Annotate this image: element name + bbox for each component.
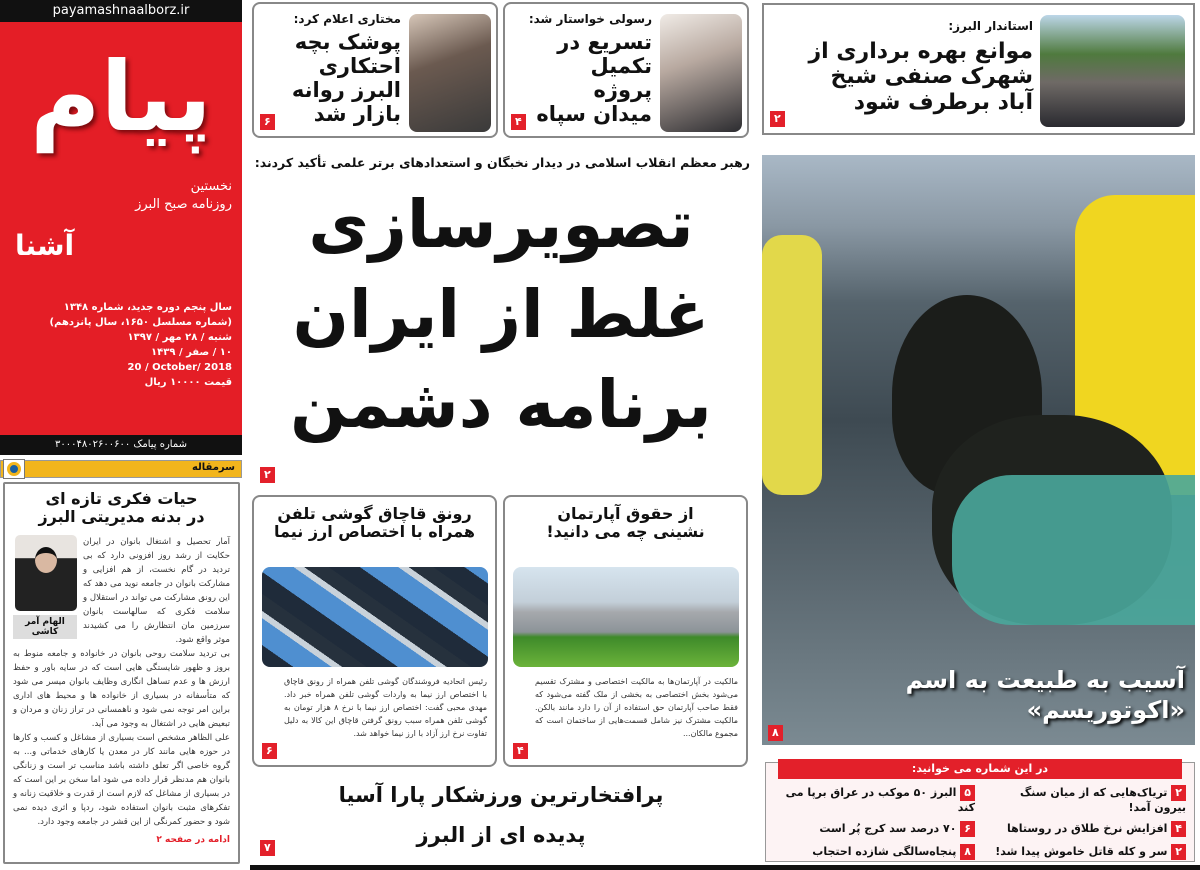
- mid-story-box[interactable]: [503, 495, 748, 767]
- page-badge: ۲: [260, 467, 275, 483]
- logo-sub: آشنا: [15, 229, 75, 262]
- lead-kicker: رهبر معظم انقلاب اسلامی در دیدار نخبگان و استعدادهای برتر علمی تأکید کردند:: [254, 155, 750, 170]
- tagline-line: روزنامه صبح البرز: [135, 197, 232, 212]
- editorial-title: [13, 490, 230, 527]
- editorial-box: [3, 482, 240, 864]
- continued-link[interactable]: ادامه در صفحه ۲: [156, 834, 230, 845]
- page-badge: ۷: [260, 840, 275, 856]
- issue-meta: [50, 300, 232, 390]
- issue-item[interactable]: [774, 785, 975, 814]
- photo-story[interactable]: [762, 155, 1195, 745]
- apartments-photo: [513, 567, 739, 667]
- headline-line: برنامه دشمن: [290, 366, 712, 443]
- headline-line: پرافتخارترین ورزشکار پارا آسیا: [338, 783, 664, 807]
- tagline: [135, 178, 232, 214]
- newspaper-logo: پیام: [30, 41, 212, 153]
- oiled-bird-photo: [762, 155, 1195, 745]
- person-photo: [660, 14, 742, 132]
- meta-line: 20 / October/ 2018: [127, 362, 232, 373]
- section-label: سرمقاله: [191, 462, 235, 473]
- issue-item-text: تریاک‌هایی که از میان سنگ بیرون آمد!: [1020, 786, 1186, 814]
- sms-number: شماره پیامک ۳۰۰۰۴۸۰۲۶۰۰۶۰۰: [0, 435, 242, 455]
- page-badge: ۶: [960, 821, 975, 837]
- page-badge: ۵: [960, 785, 975, 801]
- story-headline: رونق قاچاق گوشی تلفن همراه با اختصاص ارز نیما: [273, 504, 476, 542]
- lead-headline: [252, 180, 750, 450]
- title-line: در بدنه مدیریتی البرز: [38, 507, 205, 527]
- group-photo: [1040, 15, 1185, 127]
- issue-item-text: افزایش نرخ طلاق در روستاها: [1007, 822, 1168, 835]
- issue-item[interactable]: [774, 844, 975, 860]
- issue-item-text: البرز ۵۰ موکب در عراق برپا می کند: [785, 786, 975, 814]
- story-body: مالکیت در آپارتمان‌ها به مالکیت اختصاصی و مشترک تقسیم می‌شود بخش اختصاصی به بخشی از ملک گفته می‌شود که فقط صاحب آپارتمان حق استفاده از آن را دارد مانند بالکن. مالکیت مشترک نیز شامل قسمت‌هایی از ساختمان است که مجموع مالکان...: [535, 677, 738, 738]
- top-story-box[interactable]: [252, 2, 498, 138]
- top-story-box[interactable]: [762, 3, 1195, 135]
- story-headline: [252, 775, 750, 855]
- page-badge: ۶: [260, 114, 275, 130]
- masthead: [0, 0, 242, 455]
- story-headline: تسریع در تکمیل پروژه میدان سپاه: [536, 30, 652, 127]
- story-headline: موانع بهره برداری از شهرک صنفی شیخ آباد برطرف شود: [808, 39, 1033, 115]
- issue-item-text: پنجاه‌سالگی شازده احتجاب: [812, 845, 957, 858]
- editorial-paragraph: آمار تحصیل و اشتغال بانوان در ایران حکایت از رشد روز افزونی دارد که بی تردید در گام نخست، از هم افزایی و مشارکت بانوان در جامعه نوید می دهد که این رونق مشارکت می تواند در استقلال و سلامت فکری که سالهاست بانوان سرزمین مان انتظارش را می کشیدند موثر واقع شود.: [83, 536, 230, 645]
- issue-item[interactable]: [985, 844, 1186, 860]
- page-badge: ۴: [1171, 821, 1186, 837]
- author-block: [13, 535, 77, 639]
- bottom-story[interactable]: [252, 775, 750, 860]
- photo-caption: آسیب به طبیعت به اسم «اکوتوریسم»: [905, 666, 1185, 724]
- issue-item-text: ۷۰ درصد سد کرج پُر است: [819, 822, 957, 835]
- in-this-issue-title: در این شماره می خوانید:: [778, 759, 1182, 779]
- top-story-box[interactable]: [503, 2, 749, 138]
- mid-story-box[interactable]: [252, 495, 497, 767]
- meta-line: ۱۰ / صفر / ۱۴۳۹: [151, 347, 232, 358]
- issue-item-text: سر و کله قاتل خاموش پیدا شد!: [995, 845, 1168, 858]
- page-badge: ۲: [1171, 844, 1186, 860]
- lead-story[interactable]: [252, 155, 750, 485]
- editorial-paragraph: بی تردید سلامت روحی بانوان در خانواده و جامعه منوط به بروز و ظهور شایستگی هایی است که در سایه باور و حفظ ارزش ها و عدم تساهل انگاری وظایف بانوان میسر می شود که متأسفانه در بسیاری از خانواده ها و محیط های اداری براین امر توجه نمی شود و ناهمسانی در تراز زنان و مردان و تبعیض هایی در اشتغال به وجود می آید.: [13, 648, 230, 729]
- issue-item[interactable]: [985, 785, 1186, 814]
- author-name: الهام آمر کاشی: [13, 615, 77, 639]
- page-badge: ۴: [511, 114, 526, 130]
- eye-icon: [3, 459, 25, 479]
- story-headline: پوشک بچه احتکاری البرز روانه بازار شد: [291, 30, 401, 127]
- issue-item[interactable]: [774, 821, 975, 837]
- meta-line: شنبه / ۲۸ مهر / ۱۳۹۷: [127, 332, 232, 343]
- story-body: رئیس اتحادیه فروشندگان گوشی تلفن همراه از رونق قاچاق با اختصاص ارز نیما به واردات گوشی تلفن همراه خبر داد. مهدی محبی گفت: اختصاص ارز نیما با نرخ ۸ هزار تومان به گوشی تلفن همراه سبب رونق گرفتن قاچاق این کالا به دلیل تفاوت نرخ ارز آزاد با ارز نیما خواهد شد.: [284, 677, 488, 738]
- editorial-paragraph: علی الظاهر مشخص است بسیاری از مشاغل و کسب و کارها در حوزه هایی مانند کار در معدن یا کارهای خدماتی و... به گروه خاصی اگر تعلق داشته باشد مناسب تر است و زنانگی بانوان هم مدنظر قرار داده می شود اما سخن بر این است که در بسیاری از مشاغل که لازم است از قدرت و خلاقیت زنانه و تفکرهای مثبت بانوان استفاده شود، ردپا و اثری دیده نمی شود و حضور کمرنگی از این قشر در جامعه وجود دارد.: [13, 732, 230, 827]
- meta-line: سال پنجم دوره جدید، شماره ۱۳۴۸: [63, 302, 232, 313]
- meta-line: (شماره مسلسل ۱۶۵۰، سال پانزدهم): [49, 317, 232, 328]
- author-photo: [15, 535, 77, 611]
- headline-line: پدیده ای از البرز: [416, 823, 586, 847]
- website-url[interactable]: payamashnaalborz.ir: [0, 0, 242, 22]
- bottom-rule: [250, 865, 1200, 870]
- issue-item[interactable]: [985, 821, 1186, 837]
- title-line: حیات فکری تازه ای: [45, 489, 198, 508]
- phones-photo: [262, 567, 488, 667]
- page-badge: ۶: [262, 743, 277, 759]
- story-headline: از حقوق آپارتمان نشینی چه می دانید!: [546, 504, 705, 542]
- issue-list: [774, 785, 1186, 860]
- headline-line: تصویرسازی: [308, 186, 694, 263]
- page-badge: ۸: [768, 725, 783, 741]
- story-kicker: مختاری اعلام کرد:: [293, 12, 401, 26]
- page-badge: ۲: [770, 111, 785, 127]
- story-kicker: رسولی خواستار شد:: [528, 12, 652, 26]
- page-badge: ۸: [960, 844, 975, 860]
- editorial-section-bar: [0, 460, 242, 478]
- headline-line: غلط از ایران: [292, 276, 710, 353]
- meta-line: قیمت ۱۰۰۰۰ ریال: [144, 377, 232, 388]
- tagline-line: نخستین: [190, 179, 232, 194]
- in-this-issue: [765, 762, 1195, 862]
- story-kicker: استاندار البرز:: [948, 19, 1033, 33]
- page-badge: ۲: [1171, 785, 1186, 801]
- person-photo: [409, 14, 491, 132]
- page-badge: ۴: [513, 743, 528, 759]
